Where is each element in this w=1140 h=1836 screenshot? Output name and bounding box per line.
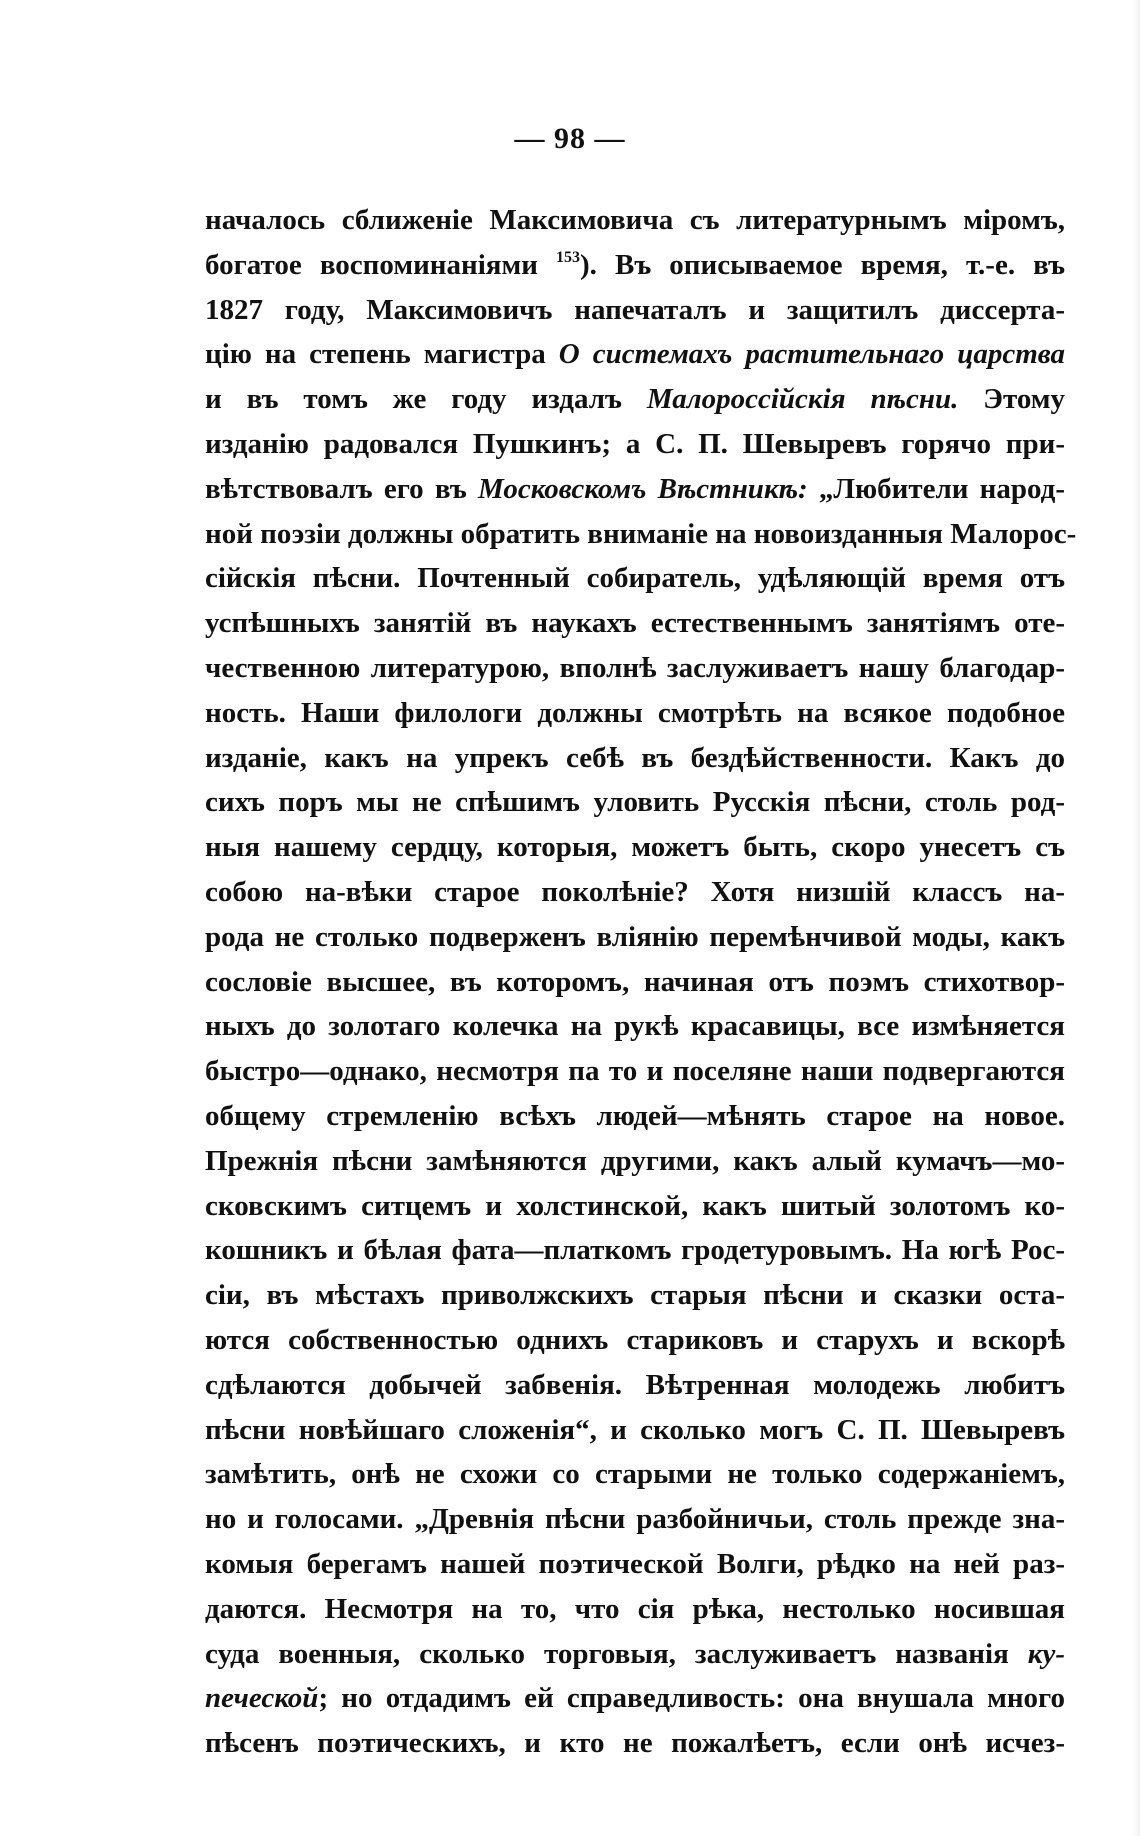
- text-line: [205, 1497, 1065, 1542]
- text-segment: суда военныя, сколько торговыя, заслуживаетъ названія: [205, 1637, 1028, 1670]
- text-line: [205, 467, 1065, 512]
- text-line: [205, 512, 1077, 557]
- text-segment: сіи, въ мѣстахъ приволжскихъ старыя пѣсни и сказки оста-: [205, 1279, 1065, 1312]
- text-segment: чественною литературою, вполнѣ заслуживаетъ нашу благодар-: [205, 651, 1065, 684]
- text-segment: успѣшныхъ занятій въ наукахъ естественнымъ занятіямъ оте-: [205, 607, 1065, 640]
- text-line: [205, 1452, 1065, 1497]
- text-segment: замѣтить, онѣ не схожи со старыми не только содержаніемъ,: [205, 1458, 1065, 1491]
- text-line: [205, 1094, 1065, 1139]
- text-segment: собою на-вѣки старое поколѣніе? Хотя низшій классъ на-: [205, 875, 1065, 908]
- text-line: [205, 646, 1065, 691]
- text-line: [205, 1676, 1065, 1721]
- text-segment: Прежнія пѣсни замѣняются другими, какъ алый кумачъ—мо-: [205, 1144, 1065, 1177]
- text-line: [205, 556, 1065, 601]
- text-line: [205, 1139, 1065, 1184]
- text-line: [205, 377, 1065, 422]
- text-segment: пѣсни новѣйшаго сложенія“, и сколько могъ С. П. Шевыревъ: [205, 1413, 1065, 1446]
- text-line: [205, 601, 1065, 646]
- text-segment: Этому: [958, 383, 1066, 416]
- text-segment: ). Въ описываемое время, т.-е. въ: [580, 248, 1065, 281]
- text-segment: сихъ поръ мы не спѣшимъ уловить Русскія пѣсни, столь род-: [205, 786, 1065, 819]
- text-line: [205, 1542, 1065, 1587]
- text-line: [205, 1049, 1065, 1094]
- text-segment: ность. Наши филологи должны смотрѣть на всякое подобное: [205, 696, 1065, 729]
- text-segment: изданію радовался Пушкинъ; а С. П. Шевыревъ горячо при-: [205, 427, 1065, 460]
- page-number: — 98 —: [514, 122, 626, 155]
- page-edge-shadow: [1132, 0, 1140, 1836]
- text-segment: сковскимъ ситцемъ и холстинской, какъ шитый золотомъ ко-: [205, 1189, 1065, 1222]
- text-segment: быстро—однако, несмотря па то и поселяне наши подвергаются: [205, 1055, 1065, 1088]
- body-text: [205, 198, 1077, 1766]
- text-line: [205, 915, 1065, 960]
- text-segment: сословіе высшее, въ которомъ, начиная отъ поэмъ стихотвор-: [205, 965, 1065, 998]
- italic-title: О системахъ растительнаго царства: [558, 338, 1066, 371]
- text-segment: 1827 году, Максимовичъ напечаталъ и защитилъ диссерта-: [205, 293, 1065, 326]
- italic-title: Московскомъ Вѣстникѣ:: [477, 472, 808, 505]
- text-line: [205, 825, 1065, 870]
- text-line: [205, 1632, 1065, 1677]
- text-segment: ныхъ до золотаго колечка на рукѣ красавицы, все измѣняется: [205, 1010, 1065, 1043]
- text-line: [205, 1184, 1065, 1229]
- text-line: [205, 243, 1065, 288]
- text-segment: „Любители народ-: [807, 472, 1065, 505]
- text-line: [205, 422, 1065, 467]
- text-line: [205, 1363, 1065, 1408]
- text-line: [205, 332, 1065, 377]
- text-segment: и въ томъ же году издалъ: [205, 383, 647, 416]
- text-segment: рода не столько подверженъ вліянію перемѣнчивой моды, какъ: [205, 920, 1065, 953]
- text-line: [205, 1318, 1065, 1363]
- text-segment: общему стремленію всѣхъ людей—мѣнять старое на новое.: [205, 1099, 1065, 1132]
- text-line: [205, 1721, 1065, 1766]
- text-segment: богатое воспоминаніями: [205, 248, 556, 281]
- italic-title: печеской: [205, 1682, 319, 1715]
- text-segment: сдѣлаются добычей забвенія. Вѣтренная молодежь любитъ: [205, 1368, 1065, 1401]
- text-segment: цію на степень магистра: [205, 338, 559, 371]
- italic-title: Малороссійскія пѣсни.: [646, 383, 959, 416]
- text-segment: ; но отдадимъ ей справедливость: она внушала много: [318, 1682, 1065, 1715]
- text-segment: изданіе, какъ на упрекъ себѣ въ бездѣйственности. Какъ до: [205, 741, 1065, 774]
- text-segment: комыя берегамъ нашей поэтической Волги, рѣдко на ней раз-: [205, 1547, 1065, 1580]
- text-segment: началось сближеніе Максимовича съ литературнымъ міромъ,: [205, 204, 1065, 236]
- text-line: [205, 736, 1065, 781]
- text-line: [205, 198, 1065, 243]
- text-line: [205, 780, 1065, 825]
- text-line: [205, 960, 1065, 1005]
- text-segment: ныя нашему сердцу, которыя, можетъ быть, скоро унесетъ съ: [205, 831, 1065, 864]
- text-segment: пѣсенъ поэтическихъ, и кто не пожалѣетъ, если онѣ исчез-: [205, 1727, 1065, 1760]
- text-segment: вѣтствовалъ его въ: [205, 472, 478, 505]
- text-segment: но и голосами. „Древнія пѣсни разбойничьи, столь прежде зна-: [205, 1503, 1065, 1536]
- text-line: [205, 870, 1065, 915]
- italic-title: ку-: [1027, 1637, 1065, 1670]
- text-segment: ются собственностью однихъ стариковъ и старухъ и вскорѣ: [205, 1323, 1065, 1356]
- text-segment: даются. Несмотря на то, что сія рѣка, нестолько носившая: [205, 1592, 1065, 1625]
- footnote-ref: 153: [556, 248, 580, 266]
- text-line: [205, 1587, 1065, 1632]
- text-line: [205, 1273, 1065, 1318]
- text-line: [205, 288, 1065, 333]
- text-segment: ной поэзіи должны обратить вниманіе на новоизданныя Малорос-: [205, 517, 1077, 550]
- text-line: [205, 1408, 1065, 1453]
- text-segment: кошникъ и бѣлая фата—платкомъ гродетуровымъ. На югѣ Рос-: [205, 1234, 1065, 1267]
- text-line: [205, 1004, 1065, 1049]
- text-line: [205, 691, 1065, 736]
- text-segment: сійскія пѣсни. Почтенный собиратель, удѣляющій время отъ: [205, 562, 1065, 595]
- text-line: [205, 1228, 1065, 1273]
